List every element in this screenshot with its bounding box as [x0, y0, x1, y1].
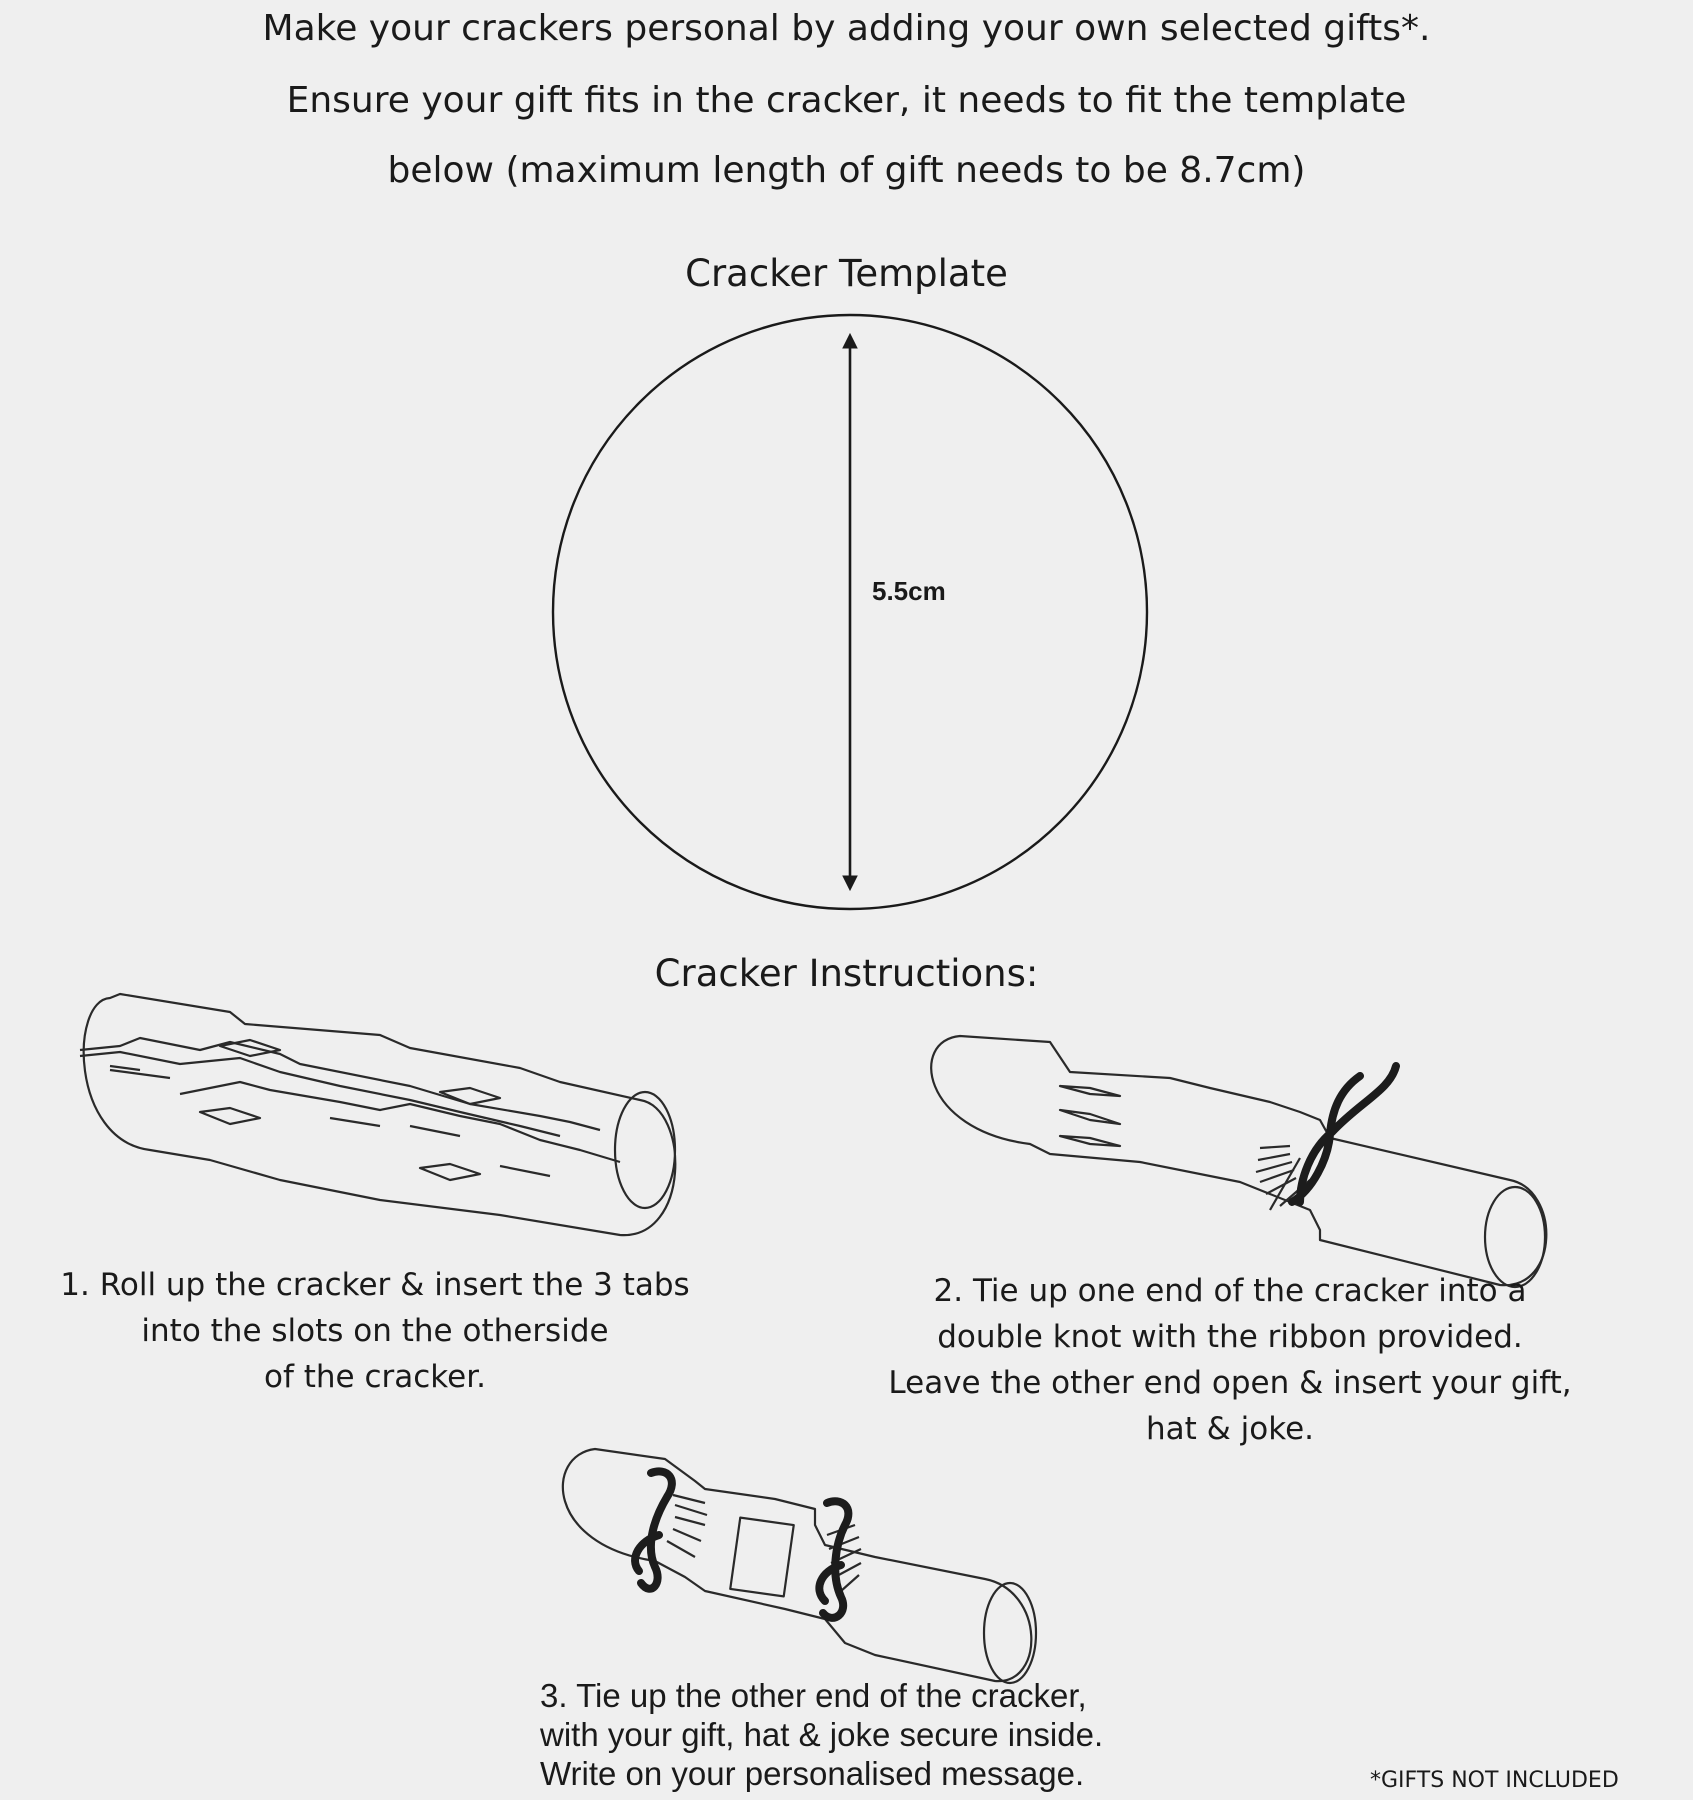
step1-line-2: into the slots on the otherside — [141, 1313, 609, 1349]
step2-line-2: double knot with the ribbon provided. — [937, 1319, 1523, 1355]
step2-tie-illustration — [920, 1030, 1520, 1270]
instructions-heading: Cracker Instructions: — [654, 952, 1039, 995]
step3-line-1: 3. Tie up the other end of the cracker, — [540, 1677, 1087, 1714]
step3-both-tied-illustration — [555, 1445, 1125, 1685]
step1-line-1: 1. Roll up the cracker & insert the 3 tabs — [60, 1267, 690, 1303]
cracker-template-circle — [550, 310, 1150, 916]
step2-line-1: 2. Tie up one end of the cracker into a — [933, 1273, 1527, 1309]
gifts-not-included-footnote: *GIFTS NOT INCLUDED — [1370, 1768, 1619, 1793]
step2-text — [880, 1268, 1580, 1452]
intro-line-3: below (maximum length of gift needs to be 8.7cm) — [387, 150, 1306, 191]
step2-line-3: Leave the other end open & insert your gift, — [888, 1365, 1572, 1401]
step2-line-4: hat & joke. — [1145, 1411, 1315, 1447]
intro-line-1: Make your crackers personal by adding your own selected gifts*. — [262, 8, 1431, 49]
step1-line-3: of the cracker. — [264, 1359, 486, 1395]
step1-roll-illustration — [80, 990, 680, 1240]
step3-line-2: with your gift, hat & joke secure inside. — [540, 1716, 1104, 1753]
step3-line-3: Write on your personalised message. — [540, 1755, 1085, 1792]
step1-text — [60, 1262, 690, 1400]
diameter-label: 5.5cm — [872, 576, 946, 606]
intro-line-2: Ensure your gift fits in the cracker, it needs to fit the template — [286, 80, 1407, 121]
template-heading: Cracker Template — [685, 252, 1008, 295]
step3-text — [540, 1676, 1103, 1793]
